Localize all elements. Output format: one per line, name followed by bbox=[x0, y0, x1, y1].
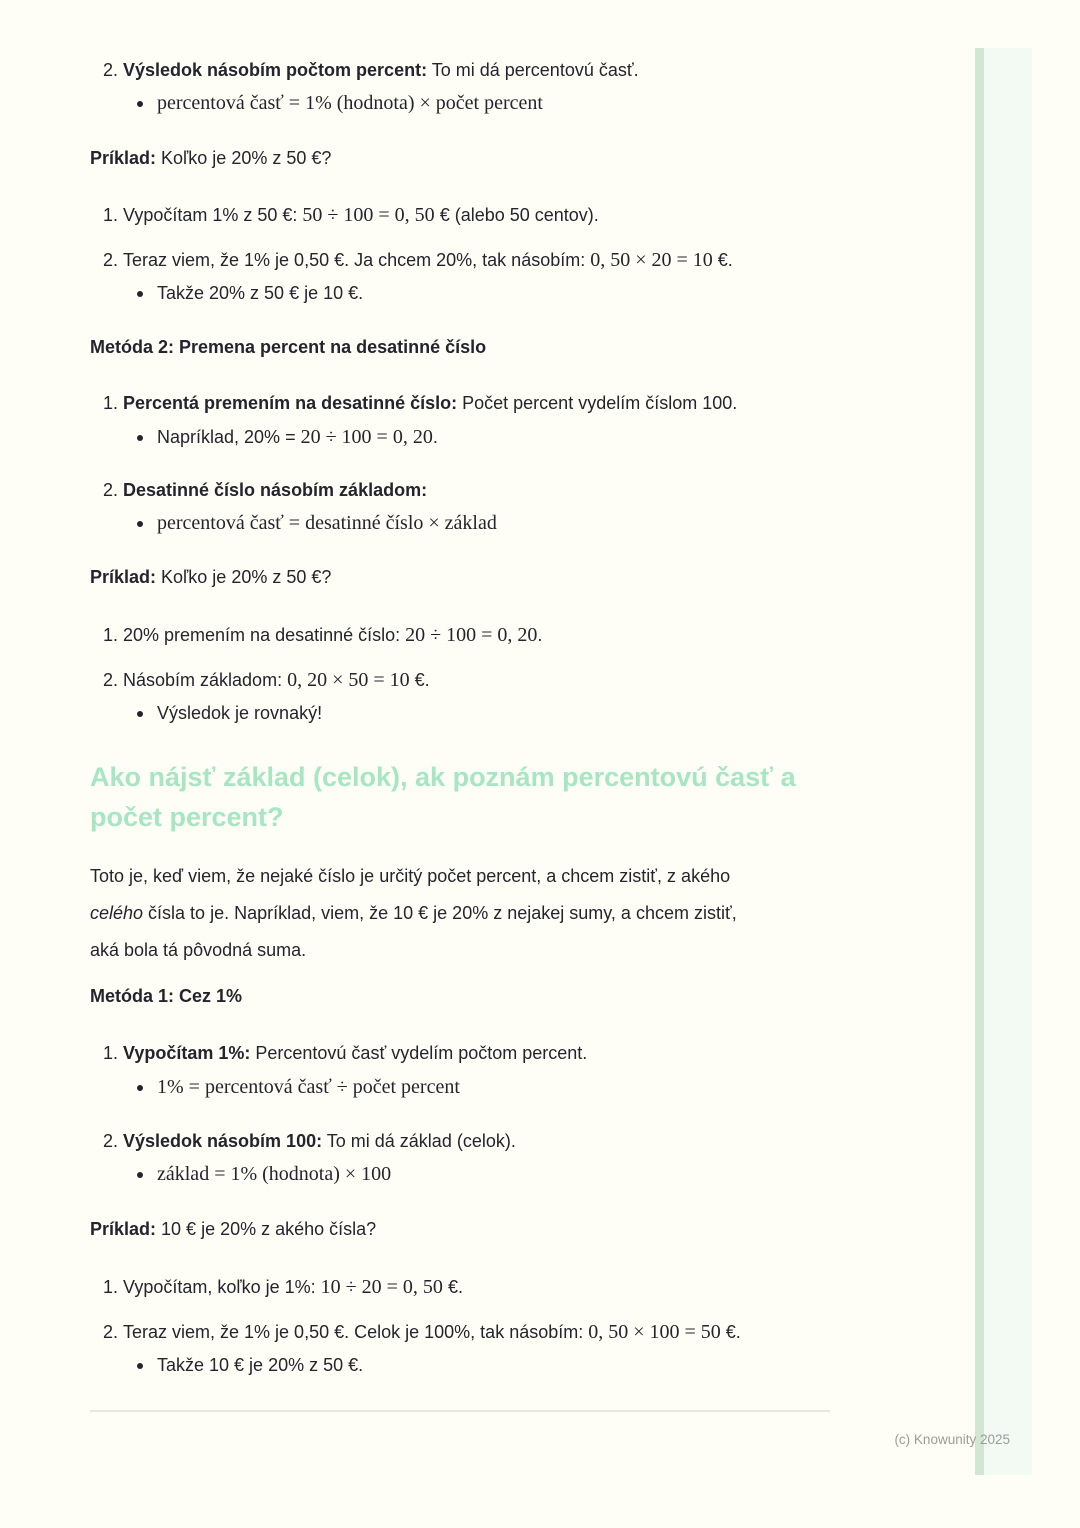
section-heading bbox=[90, 757, 835, 837]
bullet-text: Takže 10 € je 20% z 50 €. bbox=[157, 1355, 364, 1375]
bullet-text bbox=[157, 1074, 835, 1101]
bullet-text: Výsledok je rovnaký! bbox=[157, 703, 323, 723]
formula: 20 ÷ 100 = 0, 20 bbox=[300, 426, 433, 448]
formula: základ = 1% (hodnota) × 100 bbox=[157, 1163, 392, 1185]
example-paragraph: Príklad: 10 € je 20% z akého čísla? bbox=[90, 1219, 377, 1239]
list-number: 2. bbox=[103, 480, 119, 500]
list-item-text: Vypočítam 1%: Percentovú časť vydelím počtom percent. bbox=[123, 1043, 588, 1063]
bullet-dot-icon bbox=[137, 101, 143, 107]
bullet-text: Napríklad, 20% = 20 ÷ 100 = 0, 20. bbox=[157, 426, 438, 448]
italic-word: celého bbox=[90, 903, 144, 923]
list-item bbox=[90, 667, 835, 694]
list-number: 1. bbox=[103, 205, 119, 225]
list-item-text: 20% premením na desatinné číslo: 20 ÷ 100 = 0, 20. bbox=[123, 624, 543, 646]
list-number: 2. bbox=[103, 1131, 119, 1151]
bullet-item bbox=[90, 280, 835, 307]
bullet-dot-icon bbox=[137, 521, 143, 527]
bullet-dot-icon bbox=[137, 1172, 143, 1178]
bullet-dot-icon bbox=[137, 711, 143, 717]
bullet-text: Takže 20% z 50 € je 10 €. bbox=[157, 283, 364, 303]
bullet-dot-icon bbox=[137, 1363, 143, 1369]
list-item-text: Percentá premením na desatinné číslo: Počet percent vydelím číslom 100. bbox=[123, 393, 738, 413]
list-item bbox=[90, 390, 835, 417]
bullet-item bbox=[90, 1074, 835, 1101]
divider bbox=[90, 1410, 830, 1412]
bullet-item bbox=[90, 700, 835, 727]
list-item bbox=[90, 1128, 835, 1155]
example-paragraph: Príklad: Koľko je 20% z 50 €? bbox=[90, 567, 332, 587]
ordered-list bbox=[90, 622, 835, 727]
ordered-list bbox=[90, 390, 835, 537]
list-number: 1. bbox=[103, 393, 119, 413]
intro-line2: celého čísla to je. Napríklad, viem, že 10 € je 20% z nejakej sumy, a chcem zistiť, bbox=[90, 903, 737, 923]
list-item bbox=[90, 1319, 835, 1346]
accent-panel bbox=[984, 48, 1032, 1475]
list-number: 2. bbox=[103, 60, 119, 80]
list-item bbox=[90, 477, 835, 504]
list-number: 1. bbox=[103, 1277, 119, 1297]
formula: percentová časť = 1% (hodnota) × počet percent bbox=[157, 92, 543, 114]
list-item bbox=[90, 1274, 835, 1301]
formula: 10 ÷ 20 = 0, 50 bbox=[320, 1276, 443, 1298]
ordered-list bbox=[90, 1040, 835, 1188]
intro-line3: aká bola tá pôvodná suma. bbox=[90, 940, 307, 960]
bullet-dot-icon bbox=[137, 291, 143, 297]
bullet-dot-icon bbox=[137, 1085, 143, 1091]
list-item-text: Výsledok násobím počtom percent: To mi dá percentovú časť. bbox=[123, 60, 639, 80]
list-item-text: Násobím základom: 0, 20 × 50 = 10 €. bbox=[123, 669, 430, 691]
bullet-item bbox=[90, 1161, 835, 1188]
intro-line1: Toto je, keď viem, že nejaké číslo je určitý počet percent, a chcem zistiť, z akého bbox=[90, 866, 731, 886]
list-number: 2. bbox=[103, 250, 119, 270]
bullet-dot-icon bbox=[137, 435, 143, 441]
ordered-list bbox=[90, 1274, 835, 1379]
formula: 20 ÷ 100 = 0, 20 bbox=[405, 624, 538, 646]
bullet-item bbox=[90, 510, 835, 537]
list-number: 1. bbox=[103, 625, 119, 645]
list-item bbox=[90, 622, 835, 649]
list-item-text: Vypočítam 1% z 50 €: 50 ÷ 100 = 0, 50 € (alebo 50 centov). bbox=[123, 204, 599, 226]
list-item-text: Desatinné číslo násobím základom: bbox=[123, 480, 428, 500]
document-content bbox=[90, 57, 835, 1412]
list-number: 1. bbox=[103, 1043, 119, 1063]
accent-bar bbox=[975, 48, 984, 1475]
list-item bbox=[90, 202, 835, 229]
bullet-item bbox=[90, 90, 835, 117]
list-item bbox=[90, 57, 835, 84]
bullet-text bbox=[157, 510, 835, 537]
intro-paragraph bbox=[90, 858, 835, 969]
list-item-text: Teraz viem, že 1% je 0,50 €. Celok je 100%, tak násobím: 0, 50 × 100 = 50 €. bbox=[123, 1321, 741, 1343]
formula: 0, 50 × 100 = 50 bbox=[588, 1321, 721, 1343]
list-item-text: Výsledok násobím 100: To mi dá základ (celok). bbox=[123, 1131, 516, 1151]
bullet-item bbox=[90, 1352, 835, 1379]
list-number: 2. bbox=[103, 1322, 119, 1342]
ordered-list bbox=[90, 202, 835, 307]
bullet-text bbox=[157, 1161, 835, 1188]
formula: 0, 50 × 20 = 10 bbox=[590, 249, 713, 271]
example-paragraph: Príklad: Koľko je 20% z 50 €? bbox=[90, 148, 332, 168]
formula: 0, 20 × 50 = 10 bbox=[287, 669, 410, 691]
bullet-item bbox=[90, 424, 835, 451]
formula: 1% = percentová časť ÷ počet percent bbox=[157, 1076, 460, 1098]
list-item-text: Vypočítam, koľko je 1%: 10 ÷ 20 = 0, 50 €. bbox=[123, 1276, 463, 1298]
bullet-text bbox=[157, 90, 835, 117]
list-item bbox=[90, 247, 835, 274]
subsection-title: Metóda 1: Cez 1% bbox=[90, 986, 243, 1006]
list-number: 2. bbox=[103, 670, 119, 690]
subsection-title: Metóda 2: Premena percent na desatinné číslo bbox=[90, 337, 487, 357]
list-item bbox=[90, 1040, 835, 1067]
copyright-footer: (c) Knowunity 2025 bbox=[894, 1432, 1010, 1447]
list-item-text: Teraz viem, že 1% je 0,50 €. Ja chcem 20%, tak násobím: 0, 50 × 20 = 10 €. bbox=[123, 249, 733, 271]
section-heading-line2: počet percent? bbox=[90, 802, 284, 832]
formula: percentová časť = desatinné číslo × základ bbox=[157, 512, 497, 534]
formula: 50 ÷ 100 = 0, 50 bbox=[302, 204, 435, 226]
section-heading-line1: Ako nájsť základ (celok), ak poznám percentovú časť a bbox=[90, 762, 796, 792]
